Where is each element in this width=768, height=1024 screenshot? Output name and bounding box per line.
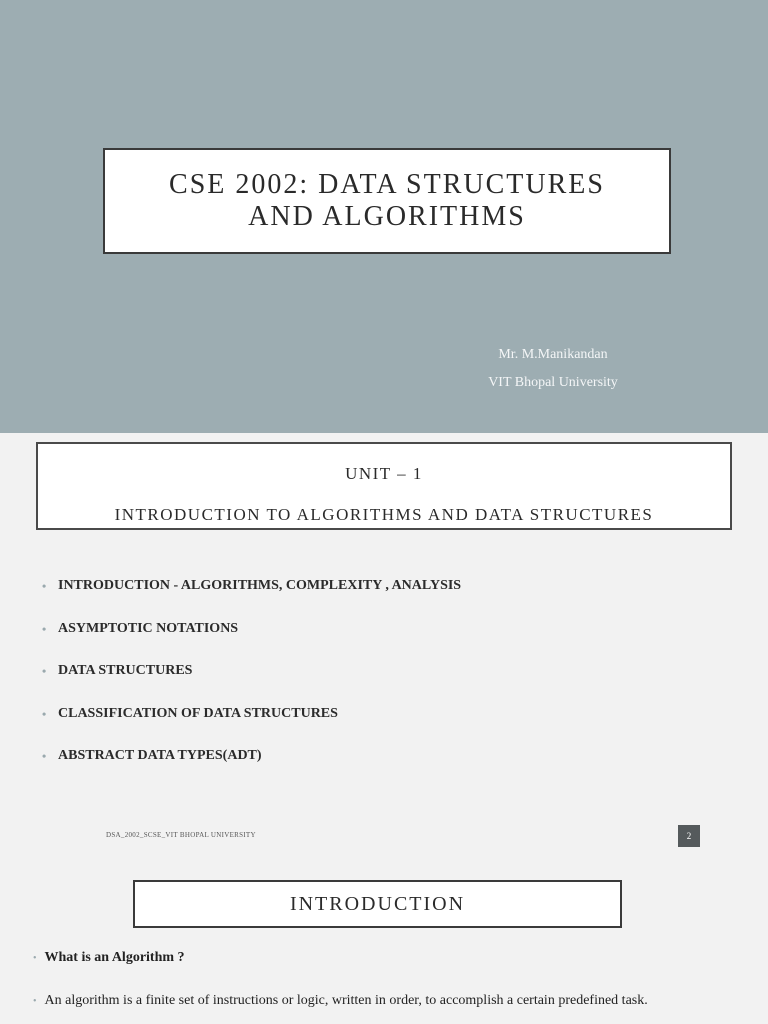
definition-text: An algorithm is a finite set of instructions or logic, written in order, to accomplish a certain predefined task. — [44, 993, 648, 1008]
title-slide — [0, 0, 768, 433]
bullet-icon: • — [33, 996, 37, 1007]
topic-text: INTRODUCTION - ALGORITHMS, COMPLEXITY , ANALYSIS — [58, 578, 462, 593]
course-title-line1: CSE 2002: DATA STRUCTURES — [169, 169, 605, 200]
list-item — [42, 746, 461, 789]
question-text: What is an Algorithm ? — [44, 950, 185, 965]
bullet-icon: • — [42, 621, 47, 636]
course-title-line2: AND ALGORITHMS — [248, 201, 526, 232]
question-item — [33, 950, 185, 966]
course-title-box — [103, 148, 671, 254]
bullet-icon: • — [42, 664, 47, 678]
list-item — [42, 661, 461, 704]
university-name: VIT Bhopal University — [488, 375, 618, 390]
unit-title-box — [36, 442, 732, 530]
topic-text: DATA STRUCTURES — [58, 663, 193, 678]
list-item — [42, 576, 461, 619]
bullet-icon: • — [42, 749, 47, 763]
slide-footer: DSA_2002_SCSE_VIT BHOPAL UNIVERSITY — [106, 831, 256, 839]
author-block — [478, 346, 628, 392]
bullet-icon: • — [42, 579, 47, 593]
unit-slide — [0, 433, 768, 861]
list-item — [42, 704, 461, 747]
topic-text: CLASSIFICATION OF DATA STRUCTURES — [58, 705, 338, 721]
bullet-icon: • — [33, 953, 37, 964]
author-name: Mr. M.Manikandan — [498, 347, 608, 362]
list-item — [42, 619, 461, 662]
page-number-badge: 2 — [678, 825, 700, 847]
introduction-heading: INTRODUCTION — [133, 880, 622, 928]
unit-title: INTRODUCTION TO ALGORITHMS AND DATA STRUCTURES — [114, 505, 654, 524]
introduction-slide — [0, 861, 768, 1024]
topic-text: ASYMPTOTIC NOTATIONS — [58, 620, 239, 636]
topic-list — [42, 576, 461, 789]
course-title — [169, 169, 605, 233]
unit-label: UNIT – 1 — [345, 464, 423, 483]
topic-text: ABSTRACT DATA TYPES(ADT) — [58, 748, 262, 763]
bullet-icon: • — [42, 706, 47, 721]
definition-item — [33, 993, 648, 1009]
